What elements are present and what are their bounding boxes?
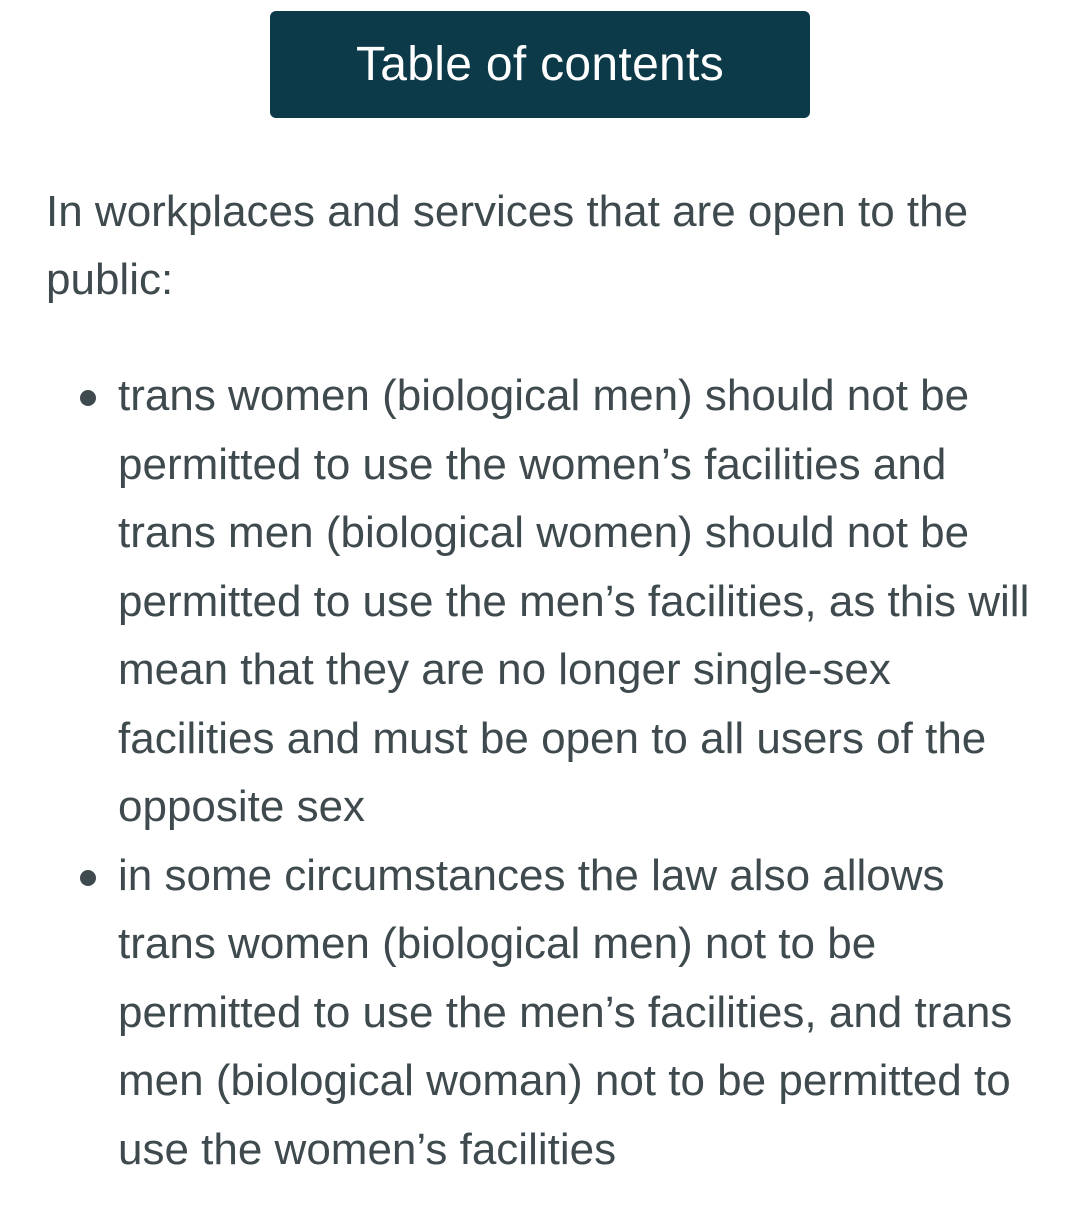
bullet-dot-icon — [80, 870, 96, 886]
list-item-text: trans women (biological men) should not be permitted to use the women’s facilities and trans men (biological women) should not be permitted to use the men’s facilities, as this will mean that they are no longer single-sex facilities and must be open to all users of the opposite sex — [118, 371, 1030, 831]
table-of-contents-label: Table of contents — [355, 38, 724, 91]
bullet-dot-icon — [80, 390, 96, 406]
bullet-list — [118, 362, 1043, 1184]
list-item — [118, 842, 1043, 1185]
table-of-contents-button[interactable] — [270, 11, 810, 118]
intro-paragraph: In workplaces and services that are open to the public: — [46, 187, 969, 304]
list-item — [118, 362, 1043, 842]
list-item-text: in some circumstances the law also allows trans women (biological men) not to be permitted to use the men’s facilities, and trans men (biological woman) not to be permitted to use the women’s facilities — [118, 850, 1013, 1174]
